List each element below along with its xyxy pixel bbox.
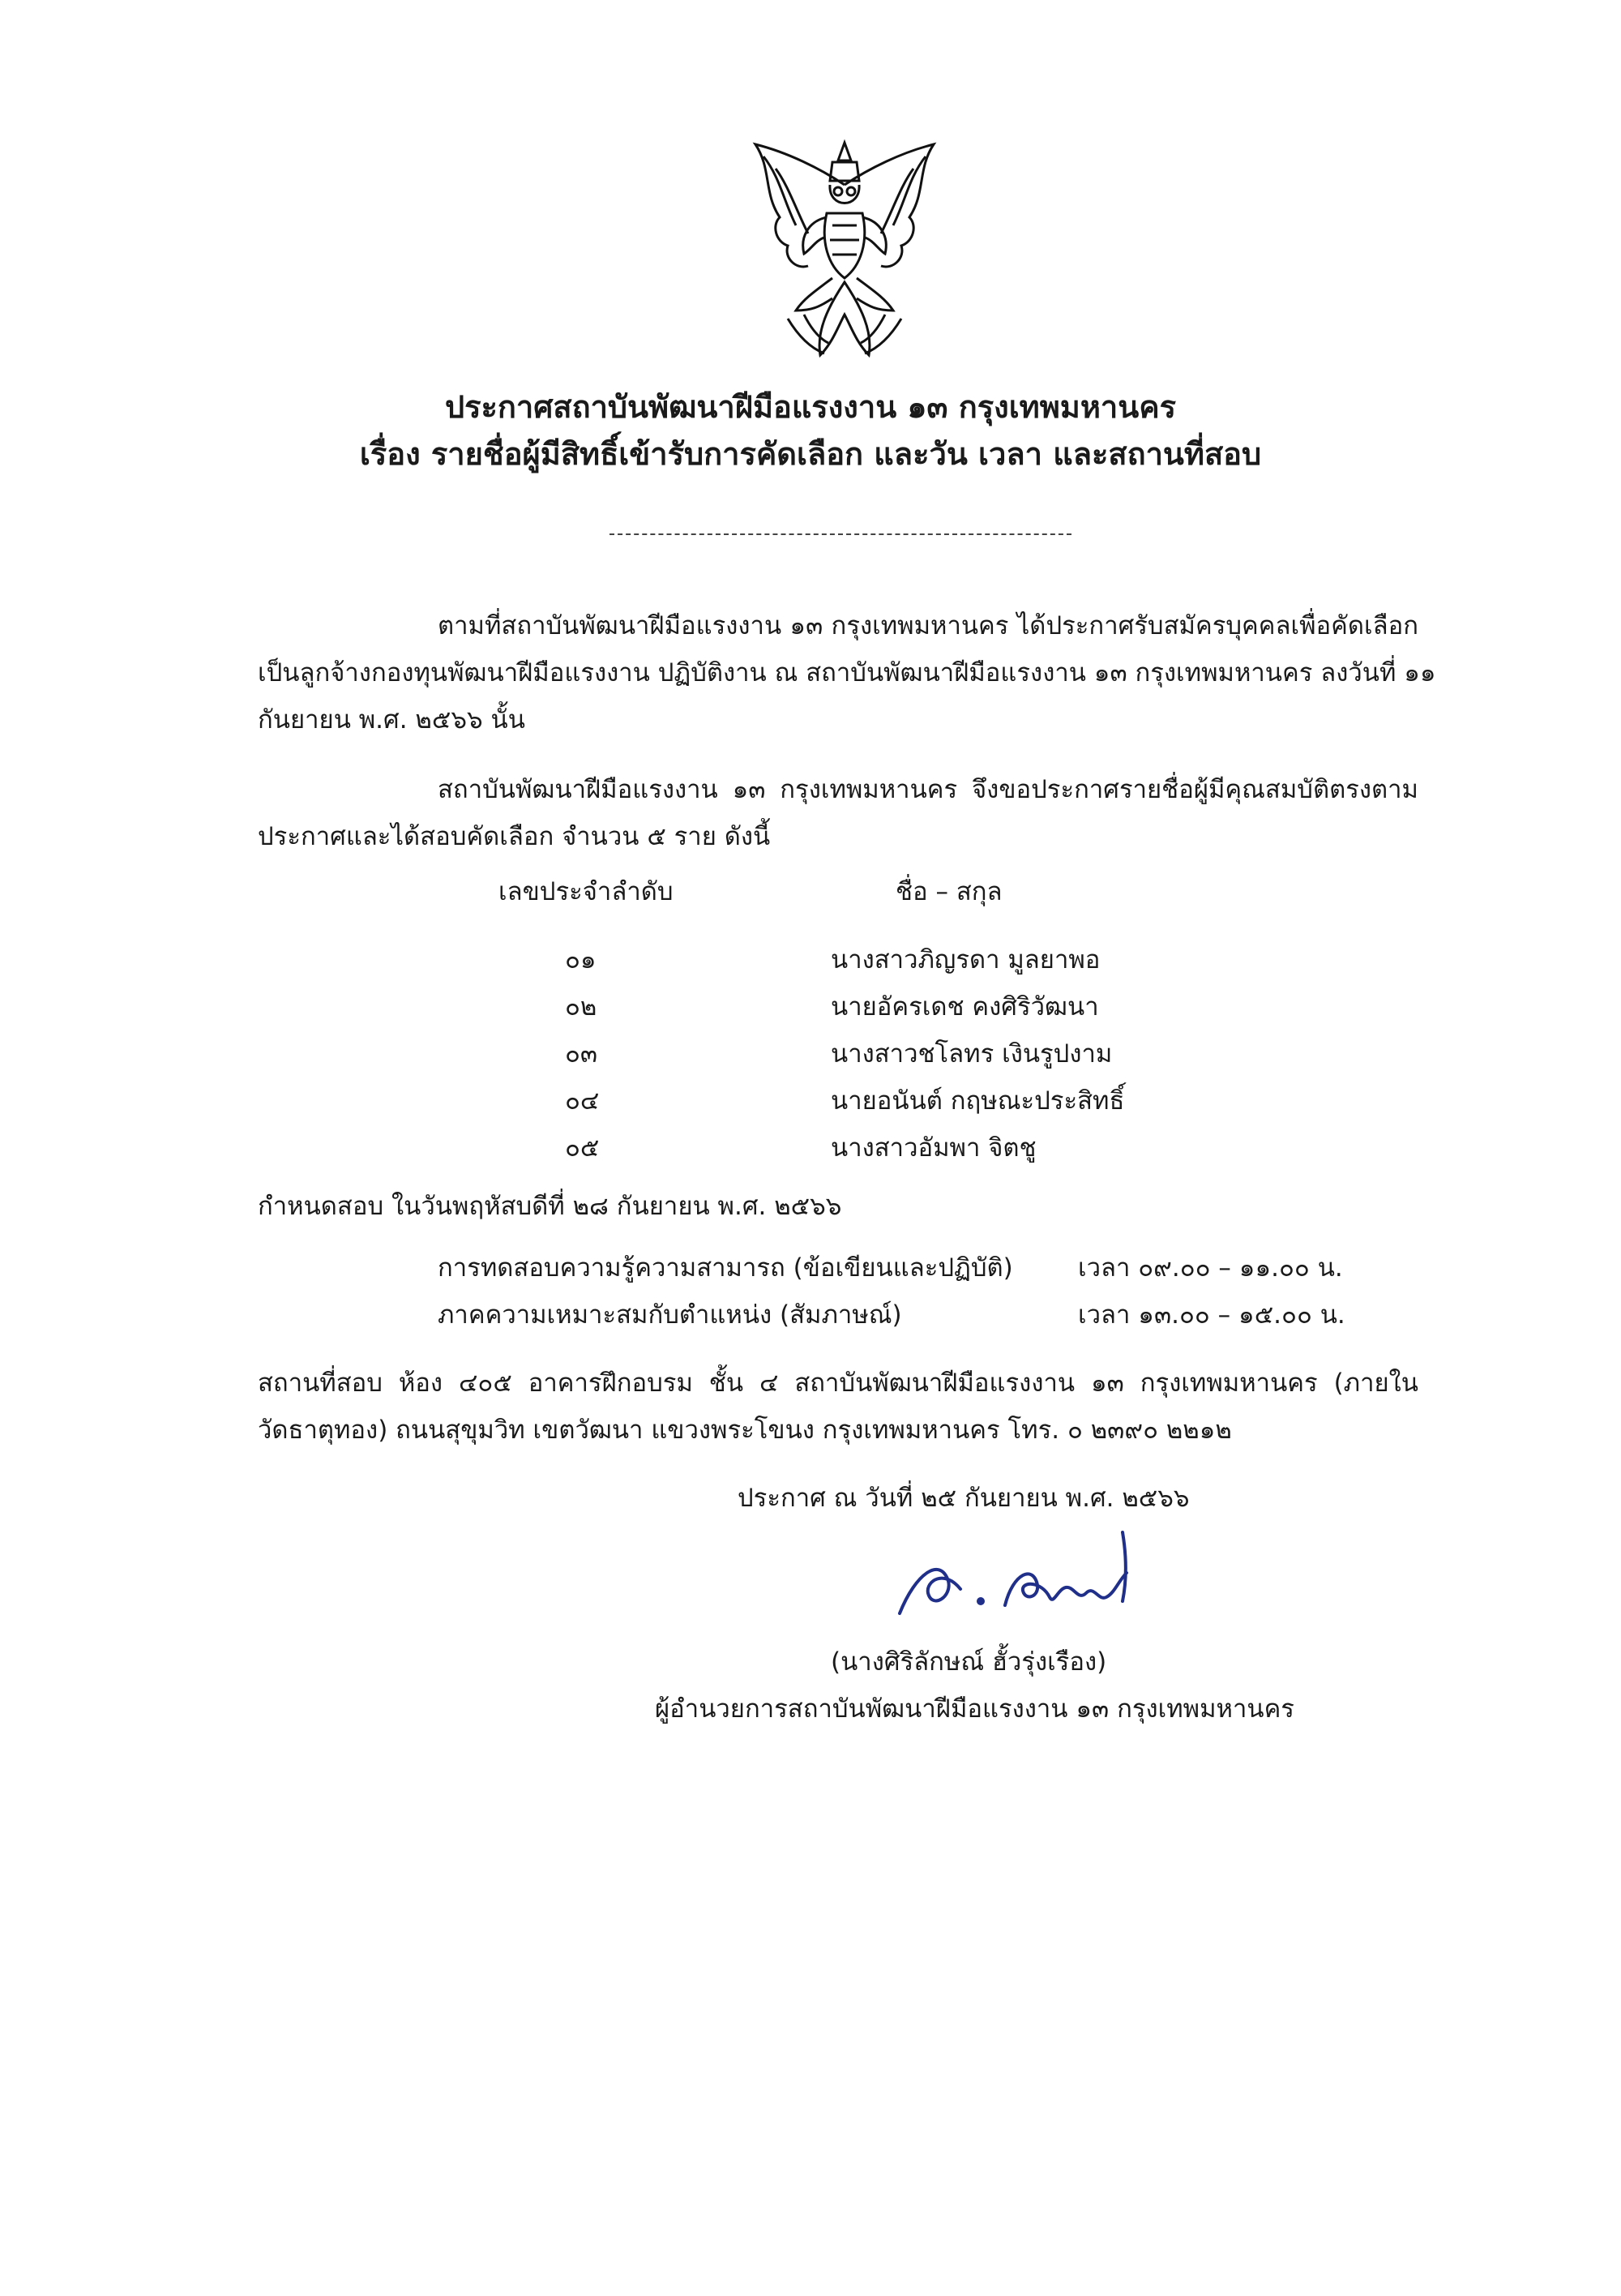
- announce-date: ประกาศ ณ วันที่ ๒๕ กันยายน พ.ศ. ๒๕๖๖: [738, 1484, 1190, 1513]
- announcement-title: ประกาศสถาบันพัฒนาฝีมือแรงงาน ๑๓ กรุงเทพมหานคร: [444, 389, 1177, 425]
- candidate-name: นายอัครเดช คงศิริวัฒนา: [831, 992, 1099, 1022]
- signatory-name: (นางศิริลักษณ์ ฮั้วรุ่งเรือง): [831, 1647, 1107, 1677]
- title-divider: [609, 533, 1071, 535]
- para2-line1: สถาบันพัฒนาฝีมือแรงงาน ๑๓ กรุงเทพมหานคร จึงขอประกาศรายชื่อผู้มีคุณสมบัติตรงตาม: [438, 775, 1418, 804]
- candidate-number: ๐๕: [565, 1133, 600, 1163]
- candidate-number: ๐๑: [565, 945, 597, 975]
- exam-item-label: การทดสอบความรู้ความสามารถ (ข้อเขียนและปฏิบัติ): [438, 1253, 1013, 1283]
- para2-line2: ประกาศและได้สอบคัดเลือก จำนวน ๕ ราย ดังนี้: [258, 822, 771, 851]
- exam-date: กำหนดสอบ ในวันพฤหัสบดีที่ ๒๘ กันยายน พ.ศ. ๒๕๖๖: [258, 1192, 842, 1221]
- column-header-number: เลขประจำลำดับ: [498, 877, 674, 906]
- announcement-subject: เรื่อง รายชื่อผู้มีสิทธิ์เข้ารับการคัดเลือก และวัน เวลา และสถานที่สอบ: [359, 436, 1262, 472]
- candidate-number: ๐๓: [565, 1039, 598, 1069]
- para1-line1: ตามที่สถาบันพัฒนาฝีมือแรงงาน ๑๓ กรุงเทพมหานคร ได้ประกาศรับสมัครบุคคลเพื่อคัดเลือก: [438, 611, 1418, 640]
- candidate-number: ๐๒: [565, 992, 597, 1022]
- garuda-emblem-icon: [739, 136, 950, 371]
- exam-item-time: เวลา ๑๓.๐๐ – ๑๕.๐๐ น.: [1078, 1300, 1345, 1330]
- exam-item-time: เวลา ๐๙.๐๐ – ๑๑.๐๐ น.: [1078, 1253, 1343, 1283]
- signature-icon: [883, 1524, 1151, 1630]
- column-header-name: ชื่อ – สกุล: [896, 877, 1003, 906]
- candidate-number: ๐๔: [565, 1086, 600, 1116]
- candidate-name: นายอนันต์ กฤษณะประสิทธิ์: [831, 1086, 1125, 1116]
- candidate-name: นางสาวภิญรดา มูลยาพอ: [831, 945, 1101, 975]
- venue-line1: สถานที่สอบ ห้อง ๔๐๕ อาคารฝึกอบรม ชั้น ๔ สถาบันพัฒนาฝีมือแรงงาน ๑๓ กรุงเทพมหานคร (ภายใน: [258, 1369, 1418, 1398]
- candidate-name: นางสาวอัมพา จิตชู: [831, 1133, 1037, 1163]
- para1-line3: กันยายน พ.ศ. ๒๕๖๖ นั้น: [258, 705, 525, 735]
- signatory-position: ผู้อำนวยการสถาบันพัฒนาฝีมือแรงงาน ๑๓ กรุงเทพมหานคร: [655, 1694, 1294, 1724]
- candidate-name: นางสาวชโลทร เงินรูปงาม: [831, 1039, 1113, 1069]
- para1-line2: เป็นลูกจ้างกองทุนพัฒนาฝีมือแรงงาน ปฏิบัติงาน ณ สถาบันพัฒนาฝีมือแรงงาน ๑๓ กรุงเทพมหานคร ลงวันที่ ๑๑: [258, 658, 1436, 688]
- exam-item-label: ภาคความเหมาะสมกับตำแหน่ง (สัมภาษณ์): [438, 1300, 902, 1330]
- venue-line2: วัดธาตุทอง) ถนนสุขุมวิท เขตวัฒนา แขวงพระโขนง กรุงเทพมหานคร โทร. ๐ ๒๓๙๐ ๒๒๑๒: [258, 1416, 1232, 1445]
